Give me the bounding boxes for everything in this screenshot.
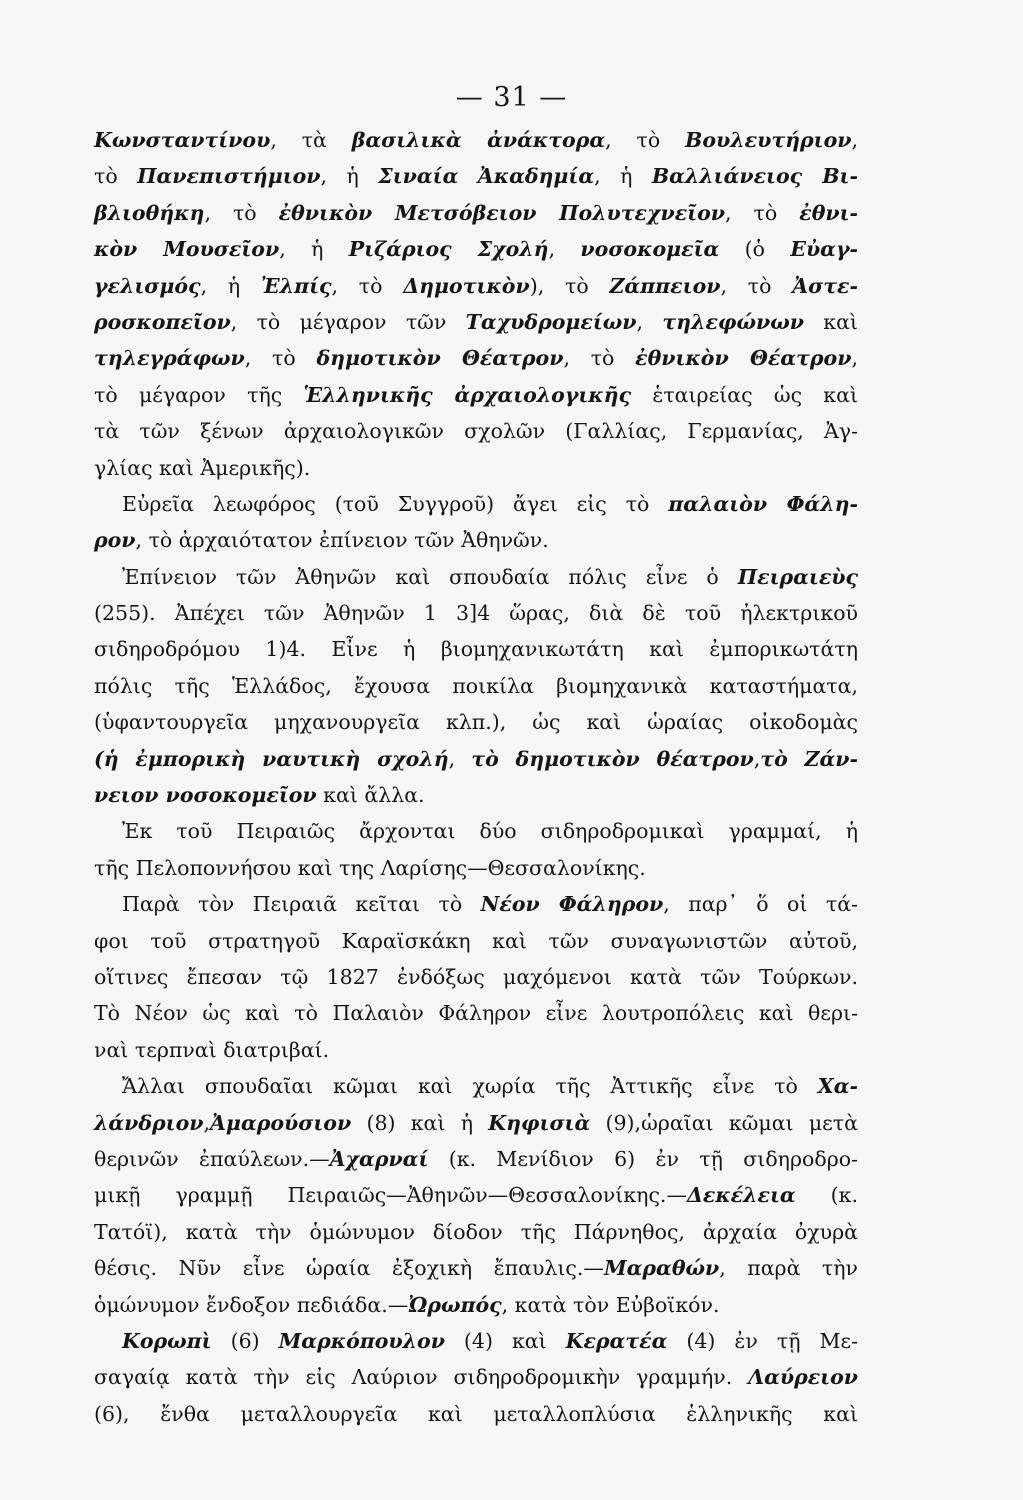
text-segment: πόλις τῆς Ἑλλάδος, ἔχουσα ποικίλα βιομηχανικὰ καταστήματα,	[94, 673, 858, 698]
text-segment: (κ. Μενίδιον 6) ἐν τῇ σιδηροδρο-	[428, 1146, 859, 1171]
emphasized-term: τηλεφώνων	[662, 309, 804, 334]
text-segment: , ἡ	[594, 164, 652, 189]
emphasized-term: Ριζάριος Σχολή	[348, 237, 549, 262]
text-line	[94, 413, 858, 449]
text-segment: φοι τοῦ στρατηγοῦ Καραϊσκάκη καὶ τῶν συναγωνιστῶν αὐτοῦ,	[94, 928, 858, 953]
text-segment: θερινῶν ἐπαύλεων.—	[94, 1146, 330, 1171]
emphasized-term: Ταχυδρομείων	[465, 309, 637, 334]
emphasized-term: Πανεπιστήμιον	[137, 164, 321, 189]
emphasized-term: κὸν Μουσεῖον	[94, 237, 280, 262]
text-line	[94, 1141, 858, 1177]
text-segment: , παρὰ τὴν	[719, 1256, 858, 1281]
text-line	[94, 1214, 858, 1250]
text-line	[94, 995, 858, 1031]
text-segment: , τὸ ἀρχαιότατον ἐπίνειον τῶν Ἀθηνῶν.	[135, 528, 549, 553]
text-segment: (ὑφαντουργεῖα μηχανουργεῖα κλπ.), ὡς καὶ ὡραίας οἰκοδομὰς	[94, 710, 858, 735]
text-segment: , τὸ	[244, 346, 317, 371]
text-line	[94, 231, 858, 267]
text-line	[94, 1105, 858, 1141]
text-segment: , τὸ	[720, 273, 793, 298]
text-line	[94, 959, 858, 995]
text-line	[94, 704, 858, 740]
text-segment: , τὸ	[725, 200, 800, 225]
text-segment: τὰ τῶν ξένων ἀρχαιολογικῶν σχολῶν (Γαλλίας, Γερμανίας, Ἀγ-	[94, 419, 858, 444]
emphasized-term: ροσκοπεῖον	[94, 309, 231, 334]
emphasized-term: νειον νοσοκομεῖον	[94, 783, 317, 808]
text-segment: Ἐπίνειον τῶν Ἀθηνῶν καὶ σπουδαία πόλις εἶνε ὁ	[122, 564, 738, 589]
text-segment: , τὰ	[270, 128, 352, 152]
emphasized-term: Ἐλπίς	[260, 273, 332, 298]
emphasized-term: Χα-	[817, 1074, 858, 1099]
text-segment: (9),ὡραῖαι κῶμαι μετὰ	[590, 1110, 858, 1135]
text-line	[94, 1287, 858, 1323]
emphasized-term: λάνδριον	[94, 1110, 204, 1135]
text-segment: Τατόϊ), κατὰ τὴν ὁμώνυμον δίοδον τῆς Πάρνηθος, ἀρχαία ὀχυρὰ	[94, 1219, 858, 1244]
text-line	[94, 486, 858, 522]
text-segment: (4) καὶ	[444, 1328, 566, 1353]
body-text	[94, 122, 858, 1432]
text-line	[94, 158, 858, 194]
emphasized-term: Κηφισιὰ	[488, 1110, 591, 1135]
emphasized-term: βασιλικὰ ἀνάκτορα	[351, 128, 606, 152]
text-segment: Τὸ Νέον ὡς καὶ τὸ Παλαιὸν Φάληρον εἶνε λουτροπόλεις καὶ θερι-	[94, 1001, 858, 1026]
text-segment: ,	[636, 309, 663, 334]
emphasized-term: νοσοκομεῖα	[580, 237, 720, 262]
emphasized-term: Κωνσταντίνου	[94, 128, 271, 152]
emphasized-term: Δημοτικὸν	[403, 273, 530, 298]
text-segment: (6), ἔνθα μεταλλουργεῖα καὶ μεταλλοπλύσια ἑλληνικῆς καὶ	[94, 1401, 858, 1426]
emphasized-term: Λαύρειον	[748, 1365, 858, 1390]
text-segment: ναὶ τερπναὶ διατριβαί.	[94, 1037, 330, 1062]
text-segment: (ὁ	[719, 237, 791, 262]
emphasized-term: δημοτικὸν Θέατρον	[316, 346, 564, 371]
text-line	[94, 668, 858, 704]
text-segment: οἵτινες ἔπεσαν τῷ 1827 ἐνδόξως μαχόμενοι κατὰ τῶν Τούρκων.	[94, 964, 858, 989]
text-line	[94, 1068, 858, 1104]
text-segment: καὶ ἄλλα.	[316, 783, 425, 808]
text-line	[94, 886, 858, 922]
text-segment: , τὸ	[331, 273, 404, 298]
emphasized-term: τὸ δημοτικὸν θέατρον	[471, 746, 754, 771]
emphasized-term: Σιναία	[378, 164, 459, 189]
text-line	[94, 595, 858, 631]
emphasized-term: Ἀκαδημία	[477, 164, 595, 189]
text-segment: Εὐρεῖα λεωφόρος (τοῦ Συγγροῦ) ἄγει εἰς τὸ	[122, 491, 669, 516]
page-number: — 31 —	[455, 82, 568, 113]
text-segment: Παρὰ τὸν Πειραιᾶ κεῖται τὸ	[122, 892, 481, 917]
emphasized-term: ἐθνικὸν Θέατρον	[635, 346, 852, 371]
emphasized-term: ἐθνικὸν Μετσόβειον Πολυτεχνεῖον	[278, 200, 725, 225]
text-segment: ,	[851, 128, 859, 152]
text-segment: μικῇ γραμμῇ Πειραιῶς—Ἀθηνῶν—Θεσσαλονίκης.—	[94, 1183, 687, 1208]
emphasized-term: Ἀμαρούσιον	[210, 1110, 352, 1135]
emphasized-term: Ἀχαρναί	[329, 1146, 429, 1171]
emphasized-term: Δεκέλεια	[686, 1183, 796, 1208]
text-segment: ἑταιρείας ὡς καὶ	[631, 382, 859, 407]
text-line	[94, 741, 858, 777]
text-segment: (8) καὶ ἡ	[351, 1110, 489, 1135]
text-segment: σιδηροδρόμου 1)4. Εἶνε ἡ βιομηχανικωτάτη καὶ ἐμπορικωτάτη	[94, 637, 858, 662]
emphasized-term: βλιοθήκη	[94, 200, 205, 225]
text-line	[94, 1359, 858, 1395]
text-segment: , τὸ	[605, 128, 686, 152]
text-segment: ,	[851, 346, 858, 371]
emphasized-term: Κερατέα	[565, 1328, 668, 1353]
text-segment: , κατὰ τὸν Εὐβοϊκόν.	[501, 1292, 720, 1317]
text-segment: , παρ᾽ ὅ οἱ τά-	[663, 892, 858, 917]
text-segment: , τὸ μέγαρον τῶν	[230, 309, 466, 334]
text-segment: ,	[548, 237, 581, 262]
text-segment: (κ.	[795, 1183, 859, 1208]
text-line	[94, 268, 858, 304]
text-segment: , τὸ	[563, 346, 636, 371]
emphasized-term: Εὐαγ-	[790, 237, 858, 262]
text-segment: σαγαίᾳ κατὰ τὴν εἰς Λαύριον σιδηροδρομικὴν γραμμήν.	[94, 1365, 749, 1390]
text-line	[94, 559, 858, 595]
emphasized-term: Ἑλληνικῆς ἀρχαιολογικῆς	[303, 382, 632, 407]
text-line	[94, 631, 858, 667]
text-segment	[458, 164, 477, 188]
text-segment: , ἡ	[320, 164, 379, 189]
emphasized-term: (ἡ ἐμπορικὴ ναυτικὴ σχολή	[94, 746, 449, 771]
text-line	[94, 122, 858, 158]
text-segment: τῆς Πελοποννήσου καὶ της Λαρίσης—Θεσσαλονίκης.	[94, 855, 646, 880]
text-line	[94, 923, 858, 959]
emphasized-term: ρον	[94, 528, 136, 553]
emphasized-term: Βαλλιάνειος Βι-	[651, 164, 858, 189]
text-segment: , ἡ	[200, 273, 261, 298]
text-segment: (6)	[211, 1328, 279, 1353]
text-segment: καὶ	[803, 309, 858, 334]
text-segment: Ἄλλαι σπουδαῖαι κῶμαι καὶ χωρία τῆς Ἀττικῆς εἶνε τὸ	[122, 1074, 818, 1099]
emphasized-term: παλαιὸν Φάλη-	[668, 491, 858, 516]
emphasized-term: Κορωπὶ	[122, 1328, 212, 1353]
text-line	[94, 522, 858, 558]
text-segment: (4) ἐν τῇ Με-	[667, 1328, 859, 1353]
text-line	[94, 777, 858, 813]
emphasized-term: Πειραιεὺς	[737, 564, 858, 589]
emphasized-term: Μαρκόπουλον	[278, 1328, 445, 1353]
text-line	[94, 1177, 858, 1213]
text-line	[94, 304, 858, 340]
text-segment: ,	[203, 1110, 211, 1135]
emphasized-term: τηλεγράφων	[94, 346, 245, 371]
text-line	[94, 850, 858, 886]
text-segment: τὸ μέγαρον τῆς	[94, 382, 304, 407]
emphasized-term: Νέον Φάληρον	[480, 892, 664, 917]
emphasized-term: Ὠρωπός	[408, 1292, 502, 1317]
text-segment: , ἡ	[279, 237, 349, 262]
emphasized-term: γελισμός	[94, 273, 201, 298]
emphasized-term: Ζάππειον	[609, 273, 721, 298]
text-line	[94, 1396, 858, 1432]
emphasized-term: Μαραθών	[603, 1256, 720, 1281]
text-segment: θέσις. Νῦν εἶνε ὡραία ἐξοχικὴ ἔπαυλις.—	[94, 1256, 604, 1281]
text-segment: ), τὸ	[529, 273, 610, 298]
text-line	[94, 813, 858, 849]
emphasized-term: Ἀστε-	[792, 273, 858, 298]
text-segment: ,	[448, 746, 472, 771]
text-segment: Ἐκ τοῦ Πειραιῶς ἄρχονται δύο σιδηροδρομικαὶ γραμμαί, ἡ	[122, 819, 858, 844]
text-line	[94, 195, 858, 231]
text-line	[94, 377, 858, 413]
text-segment: γλίας καὶ Ἀμερικῆς).	[94, 455, 311, 480]
text-line	[94, 1250, 858, 1286]
text-segment: , τὸ	[204, 200, 279, 225]
emphasized-term: ἐθνι-	[799, 200, 859, 225]
text-line	[94, 1323, 858, 1359]
emphasized-term: τὸ Ζάν-	[760, 746, 858, 771]
text-segment: ὁμώνυμον ἔνδοξον πεδιάδα.—	[94, 1292, 409, 1317]
text-segment: (255). Ἀπέχει τῶν Ἀθηνῶν 1 3]4 ὥρας, διὰ δὲ τοῦ ἠλεκτρικοῦ	[94, 601, 858, 626]
emphasized-term: Βουλευτήριον	[685, 128, 852, 152]
text-segment: ,	[753, 746, 761, 771]
text-segment: τὸ	[94, 164, 138, 189]
text-line	[94, 340, 858, 376]
text-line	[94, 450, 858, 486]
text-line	[94, 1032, 858, 1068]
